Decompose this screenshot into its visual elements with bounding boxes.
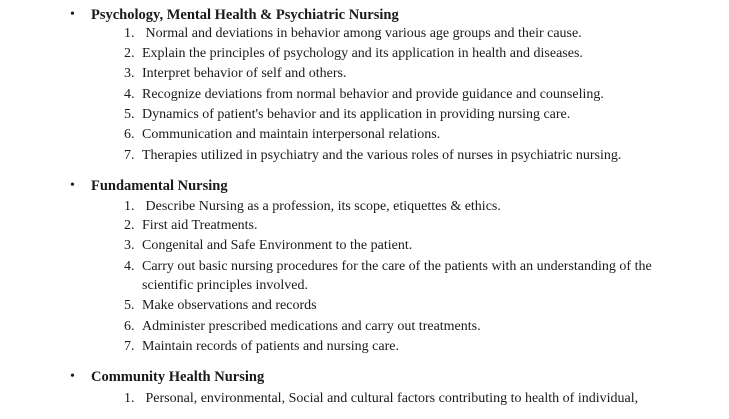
item-number: 7. [124,339,135,354]
section-title-fundamental: Fundamental Nursing [91,178,228,194]
item-text: Make observations and records [142,298,317,313]
item-number: 5. [124,298,135,313]
item-number: 1. [124,391,135,406]
item-number: 5. [124,107,135,122]
list-item [124,45,583,63]
item-text: Carry out basic nursing procedures for the care of the patients with an understanding of the [142,259,652,274]
list-item [124,338,399,356]
item-text: Therapies utilized in psychiatry and the various roles of nurses in psychiatric nursing. [142,148,622,163]
list-item [124,106,570,124]
list-item [124,147,621,165]
list-item-continuation: scientific principles involved. [142,278,309,293]
item-text: Personal, environmental, Social and cultural factors contributing to health of individual, [142,391,639,406]
list-item [124,198,501,216]
item-text: Communication and maintain interpersonal relations. [142,127,441,142]
list-item [124,297,317,315]
item-number: 4. [124,259,135,274]
item-number: 1. [124,26,135,41]
bullet-icon: • [70,369,75,384]
item-text: Interpret behavior of self and others. [142,66,347,81]
item-number: 2. [124,218,135,233]
item-text: Maintain records of patients and nursing care. [142,339,399,354]
item-text: Congenital and Safe Environment to the patient. [142,238,413,253]
item-text: Normal and deviations in behavior among various age groups and their cause. [142,26,582,41]
item-number: 2. [124,46,135,61]
item-number: 3. [124,66,135,81]
item-number: 6. [124,127,135,142]
item-text: Recognize deviations from normal behavior and provide guidance and counseling. [142,87,604,102]
item-text: Administer prescribed medications and carry out treatments. [142,319,481,334]
section-title-community: Community Health Nursing [91,369,265,385]
item-number: 1. [124,199,135,214]
item-text: Explain the principles of psychology and its application in health and diseases. [142,46,583,61]
item-number: 6. [124,319,135,334]
item-text: Dynamics of patient's behavior and its application in providing nursing care. [142,107,571,122]
bullet-icon: • [70,7,75,22]
list-item [124,126,440,144]
list-item [124,217,258,235]
item-number: 3. [124,238,135,253]
list-item [124,237,412,255]
item-number: 4. [124,87,135,102]
list-item [124,258,652,276]
bullet-icon: • [70,178,75,193]
section-title-psychology: Psychology, Mental Health & Psychiatric Nursing [91,7,399,23]
item-number: 7. [124,148,135,163]
item-text: Describe Nursing as a profession, its scope, etiquettes & ethics. [142,199,501,214]
list-item [124,65,346,83]
list-item [124,25,582,43]
list-item [124,318,481,336]
item-text: First aid Treatments. [142,218,258,233]
list-item [124,86,604,104]
list-item [124,390,638,408]
